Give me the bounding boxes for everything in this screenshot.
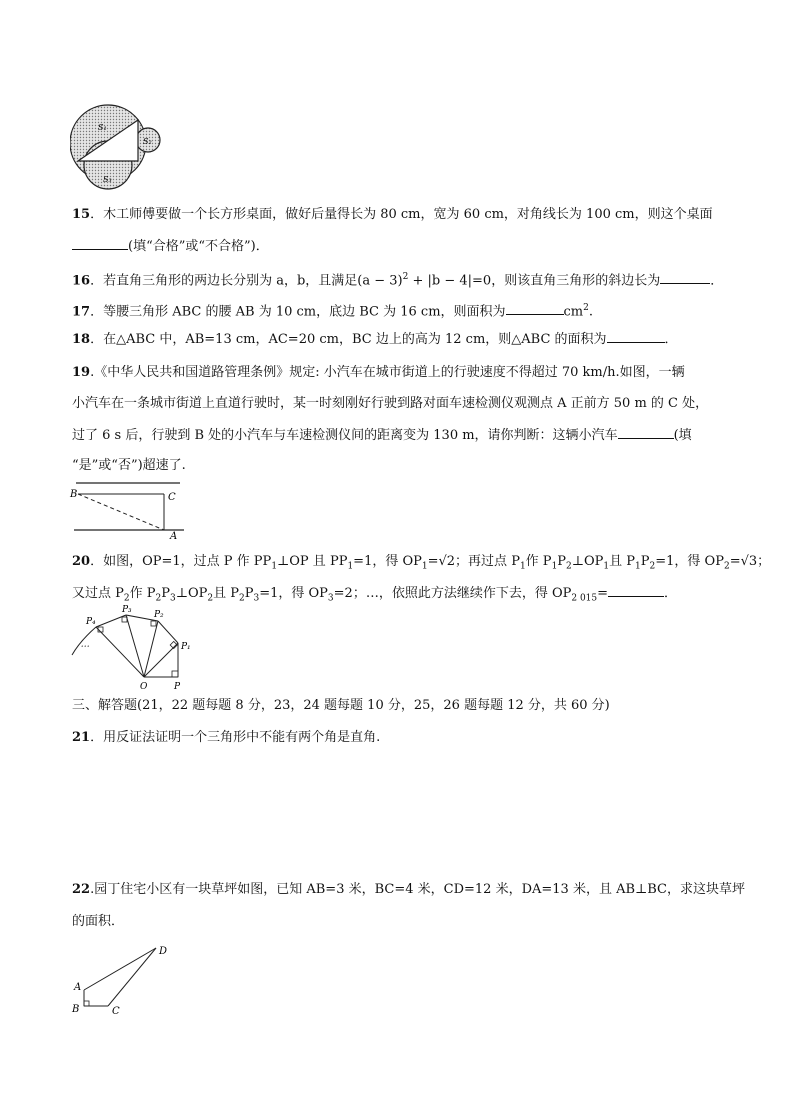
segment-p1p2: [158, 621, 178, 643]
segment-p3p4: [96, 615, 126, 627]
question-20-line2: 又过点 $P_2$作 $P_2P_3\perp OP_2$且 $P_2P_3=1$，得 $OP_3=2$；…，依照此方法继续作下去，得 $OP_{2 015}=$ ．: [72, 586, 678, 604]
label-p4: P₄: [86, 617, 96, 627]
question-16: 16．若直角三角形的两边长分别为 a，b，且满足$(a - 3)^2 + |b - 4|=0$，则该直角三角形的斜边长为 ．: [72, 272, 724, 289]
answer-blank[interactable]: [506, 302, 564, 315]
question-number: 20: [72, 554, 91, 569]
label-dots: ⋯: [80, 642, 89, 652]
label-s2: S₂: [143, 137, 152, 146]
label-a: A: [74, 982, 82, 993]
segment-cd: [108, 948, 156, 1006]
answer-blank[interactable]: [660, 271, 710, 284]
question-20-line1: 20．如图，OP=1，过点 P 作 $PP_1\perp OP$ 且 $PP_1=1$，得 $OP_1=√2$；再过点 $P_1$作 $P_1P_2\perp OP_1$且 $P_1P_2=1$，得 $OP_2=√3$；: [72, 554, 771, 572]
label-p: P: [174, 682, 181, 691]
segment-da: [84, 948, 156, 990]
question-15-line1: [72, 206, 713, 224]
answer-blank[interactable]: [72, 237, 128, 250]
question-15-line2: [72, 237, 269, 256]
question-text: .《中华人民共和国道路管理条例》规定: 小汽车在城市街道上的行驶速度不得超过 70 km/h.如图，一辆: [90, 365, 685, 380]
semicircle-figure: [70, 100, 165, 195]
question-19-line2: [72, 395, 708, 413]
label-b: B: [72, 1004, 80, 1015]
question-text: 过了 6 s 后，行驶到 B 处的小汽车与车速检测仪间的距离变为 130 m，请你判断：这辆小汽车: [72, 428, 618, 443]
right-angle-mark: [122, 617, 127, 622]
question-text: “是”或“否”)超速了.: [72, 458, 186, 473]
question-18: 18．在△ABC 中，AB=13 cm，AC=20 cm，BC 边上的高为 12 cm，则△ABC 的面积为 ．: [72, 332, 678, 347]
label-s1: S₁: [98, 123, 107, 132]
spiral-figure: [68, 603, 198, 691]
question-17: 17．等腰三角形 ABC 的腰 AB 为 10 cm，底边 BC 为 16 cm，则面积为 $cm^2$.: [72, 303, 594, 320]
question-22-line1: [72, 881, 745, 899]
answer-blank[interactable]: [607, 330, 665, 343]
question-22-line2: [72, 913, 124, 931]
question-19-line4: [72, 457, 186, 475]
label-d: D: [159, 946, 168, 957]
question-text: ．等腰三角形 ABC 的腰 AB 为 10 cm，底边 BC 为 16 cm，则面积为: [90, 304, 506, 320]
answer-blank[interactable]: [608, 584, 664, 597]
question-19-line1: [72, 364, 685, 382]
question-number: 22: [72, 882, 91, 897]
label-c: C: [168, 492, 176, 503]
question-text: 小汽车在一条城市街道上直道行驶时，某一时刻刚好行驶到路对面车速检测仪观测点 A 正前方 50 m 的 C 处，: [72, 396, 709, 411]
right-angle-mark: [151, 621, 156, 626]
label-p2: P₂: [154, 610, 164, 620]
question-text: + |b − 4|=0，则该直角三角形的斜边长为: [408, 273, 661, 289]
label-a: A: [170, 531, 178, 540]
right-angle-mark: [172, 671, 178, 677]
question-number: 16: [72, 273, 91, 289]
answer-blank[interactable]: [618, 426, 674, 439]
question-number: 17: [72, 304, 91, 320]
segment-ba-dashed: [78, 494, 164, 530]
label-c: C: [112, 1006, 120, 1017]
segment-op2: [144, 621, 158, 677]
right-angle-mark: [84, 1001, 89, 1006]
question-number: 19: [72, 365, 91, 380]
question-21: [72, 729, 380, 747]
label-o: O: [140, 682, 148, 691]
question-number: 15: [72, 207, 91, 222]
lawn-figure: [68, 940, 178, 1020]
label-s3: S₃: [103, 175, 112, 184]
question-text: 的面积．: [72, 914, 125, 929]
section-3-title: 三、解答题(21，22 题每题 8 分，23，24 题每题 10 分，25，26 题每题 12 分，共 60 分): [72, 698, 610, 713]
question-text: .园丁住宅小区有一块草坪如图，已知 AB=3 米，BC=4 米，CD=12 米，DA=13 米，且 AB⊥BC，求这块草坪: [90, 882, 745, 897]
question-text: ．木工师傅要做一个长方形桌面，做好后量得长为 80 cm，宽为 60 cm，对角线长为 100 cm，则这个桌面: [90, 207, 713, 222]
question-text: ．在△ABC 中，AB=13 cm，AC=20 cm，BC 边上的高为 12 cm，则△ABC 的面积为: [90, 332, 607, 347]
question-19-line3: 过了 6 s 后，行驶到 B 处的小汽车与车速检测仪间的距离变为 130 m，请你判断：这辆小汽车 (填: [72, 428, 692, 443]
question-number: 21: [72, 730, 91, 745]
speed-detector-figure: [68, 478, 188, 540]
question-text: ．若直角三角形的两边长分别为 a，b，且满足(a − 3): [90, 273, 403, 289]
question-number: 18: [72, 332, 91, 347]
question-text: ．用反证法证明一个三角形中不能有两个角是直角.: [90, 730, 381, 745]
label-b: B: [70, 489, 78, 500]
label-p1: P₁: [181, 642, 191, 652]
question-text: (填“合格”或“不合格”)．: [128, 239, 269, 254]
label-p3: P₃: [122, 605, 132, 615]
